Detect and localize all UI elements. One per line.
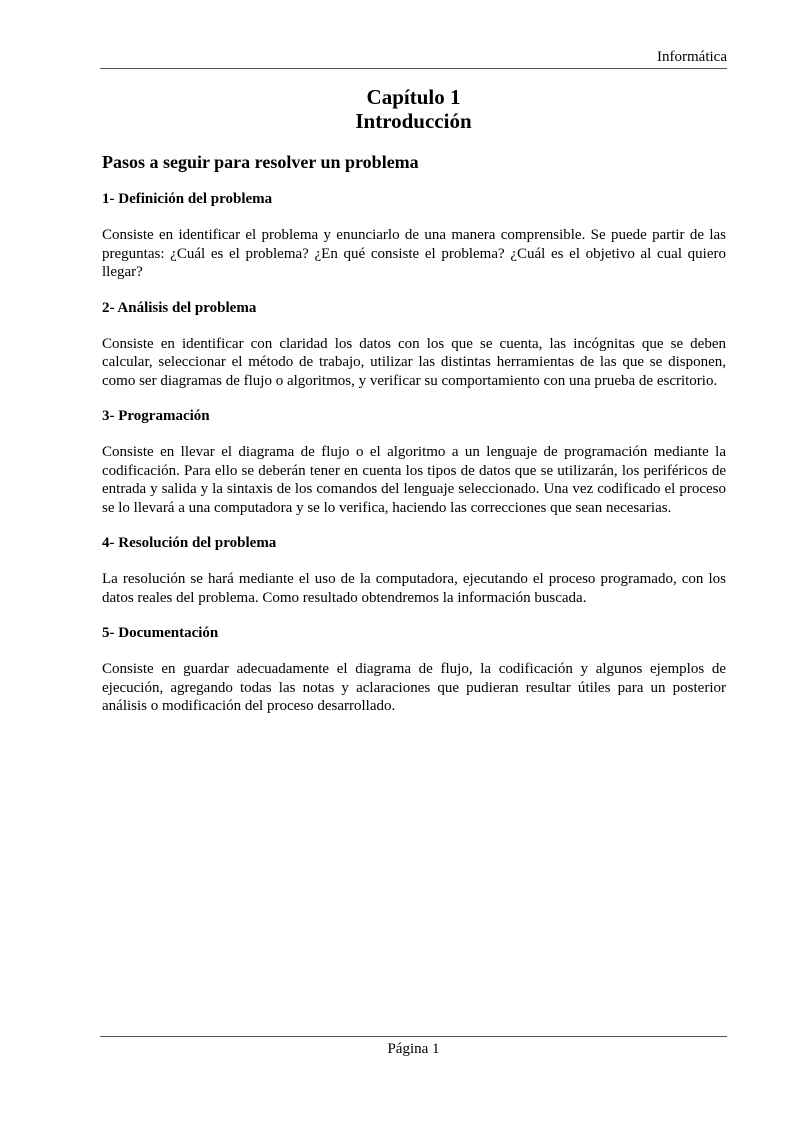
page-number: Página 1 (387, 1041, 440, 1057)
step-3 (102, 407, 726, 517)
header-divider (100, 68, 727, 69)
step-body: Consiste en identificar con claridad los datos con los que se cuenta, las incógnitas que se deben calcular, seleccionar el método de trabajo, utilizar las distintas herramientas de las que se disponen, como ser diagramas de flujo o algoritmos, y verificar su comportamiento con una prueba de escritorio. (102, 335, 726, 389)
step-1 (102, 190, 726, 282)
step-heading: 1- Definición del problema (102, 191, 273, 207)
step-body: Consiste en guardar adecuadamente el diagrama de flujo, la codificación y algunos ejemplos de ejecución, agregando todas las notas y aclaraciones que pudieran resultar útiles para un posterior análisis o modificación del proceso desarrollado. (102, 661, 726, 714)
step-heading: 2- Análisis del problema (102, 299, 257, 316)
step-body: La resolución se hará mediante el uso de la computadora, ejecutando el proceso programado, con los datos reales del problema. Como resultado obtendremos la información buscada. (102, 571, 726, 606)
step-2 (102, 299, 726, 391)
step-heading: 5- Documentación (102, 625, 219, 641)
chapter-heading (100, 85, 727, 133)
running-header: Informática (657, 49, 727, 65)
step-body: Consiste en identificar el problema y enunciarlo de una manera comprensible. Se puede partir de las preguntas: ¿Cuál es el problema? ¿En qué consiste el problema? ¿Cuál es el objetivo al cual quiero llegar? (102, 227, 726, 280)
step-heading: 3- Programación (102, 408, 210, 424)
steps-content (102, 190, 726, 733)
step-4 (102, 534, 726, 607)
chapter-title: Introducción (355, 109, 472, 133)
chapter-number: Capítulo 1 (366, 85, 461, 109)
footer-divider (100, 1036, 727, 1037)
section-title: Pasos a seguir para resolver un problema (102, 152, 419, 172)
step-heading: 4- Resolución del problema (102, 535, 277, 551)
step-body: Consiste en llevar el diagrama de flujo o el algoritmo a un lenguaje de programación mediante la codificación. Para ello se deberán tener en cuenta los tipos de datos que se utilizarán, los periféricos de entrada y salida y la sintaxis de los comandos del lenguaje seleccionado. Una vez codificado el proceso se lo llevará a una computadora y se lo verifica, haciendo las correcciones que sean necesarias. (102, 444, 726, 516)
step-5 (102, 624, 726, 716)
